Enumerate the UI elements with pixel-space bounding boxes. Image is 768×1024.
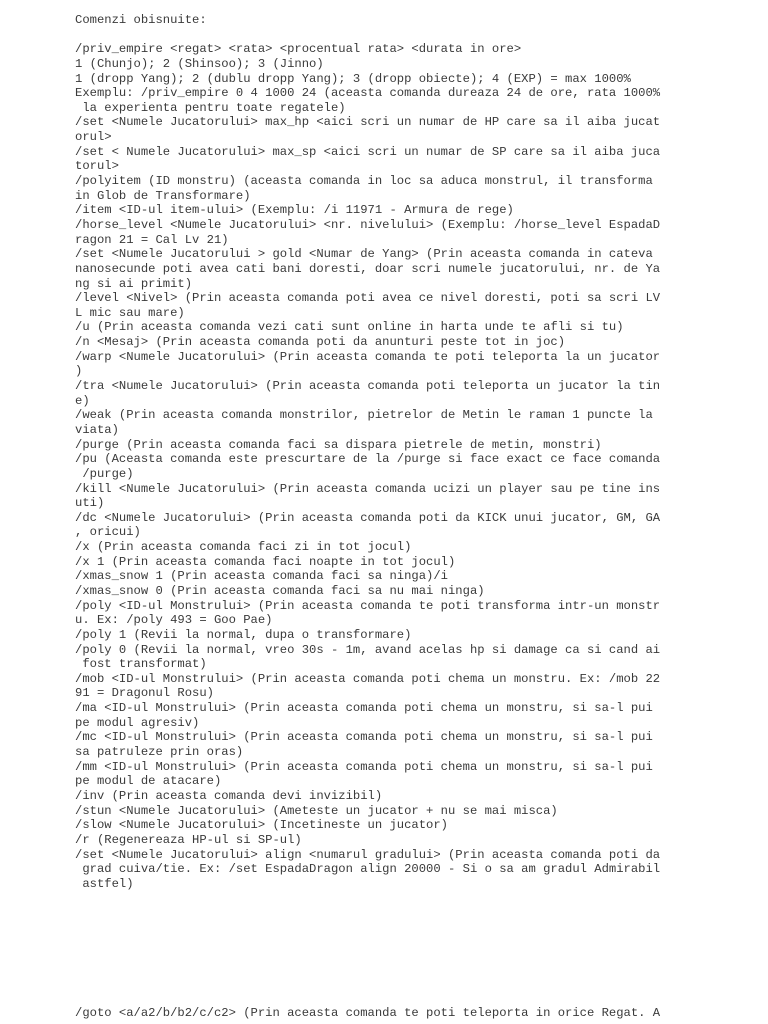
text-line: /mm <ID-ul Monstrului> (Prin aceasta comanda poti chema un monstru, si sa-l pui: [75, 759, 653, 774]
text-line: /dc <Numele Jucatorului> (Prin aceasta comanda poti da KICK unui jucator, GM, GA: [75, 510, 661, 525]
text-line: /slow <Numele Jucatorului> (Incetineste un jucator): [75, 818, 448, 833]
text-line: Comenzi obisnuite:: [75, 13, 207, 27]
text-line: ): [75, 364, 83, 379]
text-line: , oricui): [75, 525, 141, 540]
text-line: /mc <ID-ul Monstrului> (Prin aceasta comanda poti chema un monstru, si sa-l pui: [75, 730, 653, 745]
document-bottom-line: /goto <a/a2/b/b2/c/c2> (Prin aceasta comanda te poti teleporta in orice Regat. A: [75, 1006, 661, 1020]
text-line: uti): [75, 496, 105, 511]
text-line: /x (Prin aceasta comanda faci zi in tot jocul): [75, 540, 412, 555]
text-line: ng si ai primit): [75, 276, 193, 291]
text-line: /u (Prin aceasta comanda vezi cati sunt online in harta unde te afli si tu): [75, 320, 624, 335]
text-line: 1 (Chunjo); 2 (Shinsoo); 3 (Jinno): [75, 56, 324, 71]
text-line: /inv (Prin aceasta comanda devi invizibil): [75, 788, 383, 803]
text-line: nanosecunde poti avea cati bani doresti, doar scri numele jucatorului, nr. de Ya: [75, 261, 661, 276]
text-line: torul>: [75, 159, 119, 174]
text-line: sa patruleze prin oras): [75, 745, 244, 760]
text-line: fost transformat): [75, 657, 207, 672]
text-line: /r (Regenereaza HP-ul si SP-ul): [75, 832, 302, 847]
text-line: /polyitem (ID monstru) (aceasta comanda in loc sa aduca monstrul, il transforma: [75, 174, 653, 189]
text-line: /xmas_snow 0 (Prin aceasta comanda faci sa nu mai ninga): [75, 583, 485, 598]
text-line: /item <ID-ul item-ului> (Exemplu: /i 11971 - Armura de rege): [75, 203, 514, 218]
text-line: /stun <Numele Jucatorului> (Ameteste un jucator + nu se mai misca): [75, 803, 558, 818]
text-line: /mob <ID-ul Monstrului> (Prin aceasta comanda poti chema un monstru. Ex: /mob 22: [75, 671, 661, 686]
text-line: /set <Numele Jucatorului> align <numarul gradului> (Prin aceasta comanda poti da: [75, 847, 661, 862]
text-line: /x 1 (Prin aceasta comanda faci noapte in tot jocul): [75, 554, 456, 569]
text-line: ragon 21 = Cal Lv 21): [75, 232, 229, 247]
text-line: orul>: [75, 130, 112, 145]
text-line: /ma <ID-ul Monstrului> (Prin aceasta comanda poti chema un monstru, si sa-l pui: [75, 701, 653, 716]
text-line: in Glob de Transformare): [75, 188, 251, 203]
text-line: e): [75, 393, 90, 408]
text-line: /set <Numele Jucatorului > gold <Numar de Yang> (Prin aceasta comanda in cateva: [75, 247, 653, 262]
text-line: astfel): [75, 876, 134, 891]
text-line: /n <Mesaj> (Prin aceasta comanda poti da anunturi peste tot in joc): [75, 335, 566, 350]
text-line: pe modul agresiv): [75, 715, 200, 730]
text-line: grad cuiva/tie. Ex: /set EspadaDragon align 20000 - Si o sa am gradul Admirabil: [75, 862, 661, 877]
text-line: /tra <Numele Jucatorului> (Prin aceasta comanda poti teleporta un jucator la tin: [75, 379, 661, 394]
text-line: [75, 28, 705, 43]
text-line: Exemplu: /priv_empire 0 4 1000 24 (aceasta comanda dureaza 24 de ore, rata 1000%: [75, 86, 661, 101]
text-line: la experienta pentru toate regatele): [75, 100, 346, 115]
text-line: /poly 1 (Revii la normal, dupa o transformare): [75, 627, 412, 642]
text-line: /poly <ID-ul Monstrului> (Prin aceasta comanda te poti transforma intr-un monstr: [75, 598, 661, 613]
text-line: /kill <Numele Jucatorului> (Prin aceasta comanda ucizi un player sau pe tine ins: [75, 481, 661, 496]
text-line: /xmas_snow 1 (Prin aceasta comanda faci sa ninga)/i: [75, 569, 448, 584]
text-line: /purge (Prin aceasta comanda faci sa dispara pietrele de metin, monstri): [75, 437, 602, 452]
document-body: [75, 13, 705, 891]
text-line: 1 (dropp Yang); 2 (dublu dropp Yang); 3 (dropp obiecte); 4 (EXP) = max 1000%: [75, 71, 631, 86]
text-line: 91 = Dragonul Rosu): [75, 686, 214, 701]
text-line: /weak (Prin aceasta comanda monstrilor, pietrelor de Metin le raman 1 puncte la: [75, 408, 653, 423]
text-line: u. Ex: /poly 493 = Goo Pae): [75, 613, 273, 628]
text-line: /level <Nivel> (Prin aceasta comanda poti avea ce nivel doresti, poti sa scri LV: [75, 291, 661, 306]
text-line: viata): [75, 422, 119, 437]
text-line: /pu (Aceasta comanda este prescurtare de la /purge si face exact ce face comanda: [75, 452, 661, 467]
text-line: L mic sau mare): [75, 305, 185, 320]
text-line: /horse_level <Numele Jucatorului> <nr. nivelului> (Exemplu: /horse_level EspadaD: [75, 217, 661, 232]
text-line: /priv_empire <regat> <rata> <procentual rata> <durata in ore>: [75, 42, 522, 57]
text-line: /poly 0 (Revii la normal, vreo 30s - 1m, avand acelas hp si damage ca si cand ai: [75, 642, 661, 657]
text-line: /purge): [75, 466, 134, 481]
text-line: /set < Numele Jucatorului> max_sp <aici scri un numar de SP care sa il aiba juca: [75, 144, 661, 159]
text-line: /set <Numele Jucatorului> max_hp <aici scri un numar de HP care sa il aiba jucat: [75, 115, 661, 130]
text-line: pe modul de atacare): [75, 774, 222, 789]
text-line: /warp <Numele Jucatorului> (Prin aceasta comanda te poti teleporta la un jucator: [75, 349, 661, 364]
